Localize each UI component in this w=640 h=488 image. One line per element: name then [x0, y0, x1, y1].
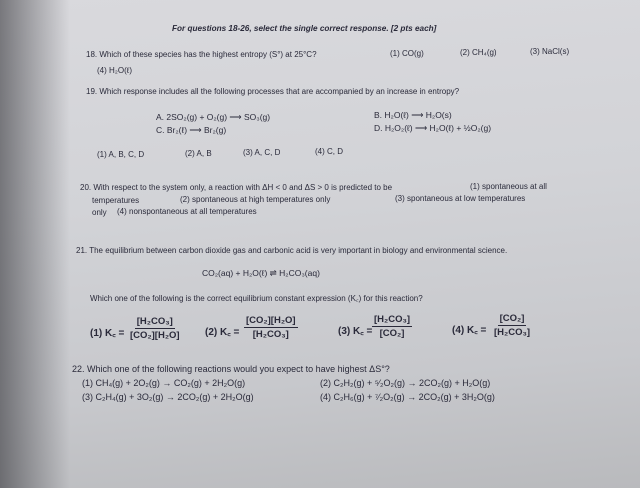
k3-label: (3) K꜀ = [338, 326, 373, 337]
q19-stem: 19. Which response includes all the following processes that are accompanied by an increase in entropy? [86, 87, 460, 96]
q21-stem: 21. The equilibrium between carbon dioxide gas and carbonic acid is very important in biology and environmental science. [76, 246, 508, 255]
q19-process-b: B. H₂O(ℓ) ⟶ H₂O(s) [374, 110, 452, 120]
k1-label: (1) K꜀ = [90, 328, 125, 339]
k4-numerator: [CO₂] [499, 313, 525, 324]
k3-numerator: [H₂CO₃] [374, 314, 411, 325]
q19-choice-2: (2) A, B [185, 149, 212, 158]
q20-option-3-cont: only [92, 208, 107, 217]
q18-option-3: (3) NaCl(s) [530, 47, 570, 56]
k4-fraction [492, 313, 532, 338]
q20-option-1: (1) spontaneous at all [470, 182, 547, 191]
q20-option-3: (3) spontaneous at low temperatures [395, 194, 526, 203]
k3-denominator: [CO₂] [379, 328, 405, 339]
q20-option-2: (2) spontaneous at high temperatures only [180, 195, 331, 204]
q19-choice-3: (3) A, C, D [243, 148, 281, 157]
q22-option-1: (1) CH₄(g) + 2O₂(g) → CO₂(g) + 2H₂O(g) [82, 378, 246, 388]
q19-process-d: D. H₂O₂(ℓ) ⟶ H₂O(ℓ) + ½O₂(g) [374, 123, 492, 133]
q22-option-4: (4) C₂H₆(g) + ⁷⁄₂O₂(g) → 2CO₂(g) + 3H₂O(g) [320, 392, 495, 402]
q19-process-a: A. 2SO₂(g) + O₂(g) ⟶ SO₃(g) [156, 112, 271, 122]
k1-denominator: [CO₂][H₂O] [130, 330, 180, 341]
q21-question: Which one of the following is the correct equilibrium constant expression (K꜀) for this reaction? [90, 294, 423, 303]
q19-choice-1: (1) A, B, C, D [97, 150, 145, 159]
k2-fraction [244, 315, 298, 340]
q18-stem: 18. Which of these species has the highest entropy (S°) at 25°C? [86, 50, 317, 59]
k1-numerator: [H₂CO₃] [136, 316, 173, 327]
q18-option-1: (1) CO(g) [390, 49, 424, 58]
k2-numerator: [CO₂][H₂O] [246, 315, 296, 326]
q19-process-c: C. Br₂(ℓ) ⟶ Br₂(g) [156, 125, 227, 135]
k1-fraction [128, 316, 182, 341]
q20-option-1-cont: temperatures [92, 196, 140, 205]
q22-option-3: (3) C₂H₄(g) + 3O₂(g) → 2CO₂(g) + 2H₂O(g) [82, 392, 254, 402]
q22-stem: 22. Which one of the following reactions would you expect to have highest ΔS°? [72, 364, 390, 374]
q22-option-2: (2) C₂H₂(g) + ⁵⁄₂O₂(g) → 2CO₂(g) + H₂O(g) [320, 378, 491, 388]
q20-stem: 20. With respect to the system only, a reaction with ΔH < 0 and ΔS > 0 is predicted to be [80, 183, 393, 192]
shadow-overlay [0, 0, 70, 488]
q19-choice-4: (4) C, D [315, 147, 343, 156]
k4-denominator: [H₂CO₃] [494, 327, 531, 338]
q20-option-4: (4) nonspontaneous at all temperatures [117, 207, 257, 216]
k2-label: (2) K꜀ = [205, 327, 240, 338]
q18-option-4: (4) H₂O(ℓ) [97, 66, 133, 75]
k2-denominator: [H₂CO₃] [252, 329, 289, 340]
q21-reaction: CO₂(aq) + H₂O(ℓ) ⇌ H₂CO₃(aq) [202, 268, 320, 278]
q18-option-2: (2) CH₄(g) [460, 48, 497, 57]
k4-label: (4) K꜀ = [452, 325, 487, 336]
section-header: For questions 18-26, select the single correct response. [2 pts each] [172, 24, 437, 33]
k3-fraction [372, 314, 412, 339]
